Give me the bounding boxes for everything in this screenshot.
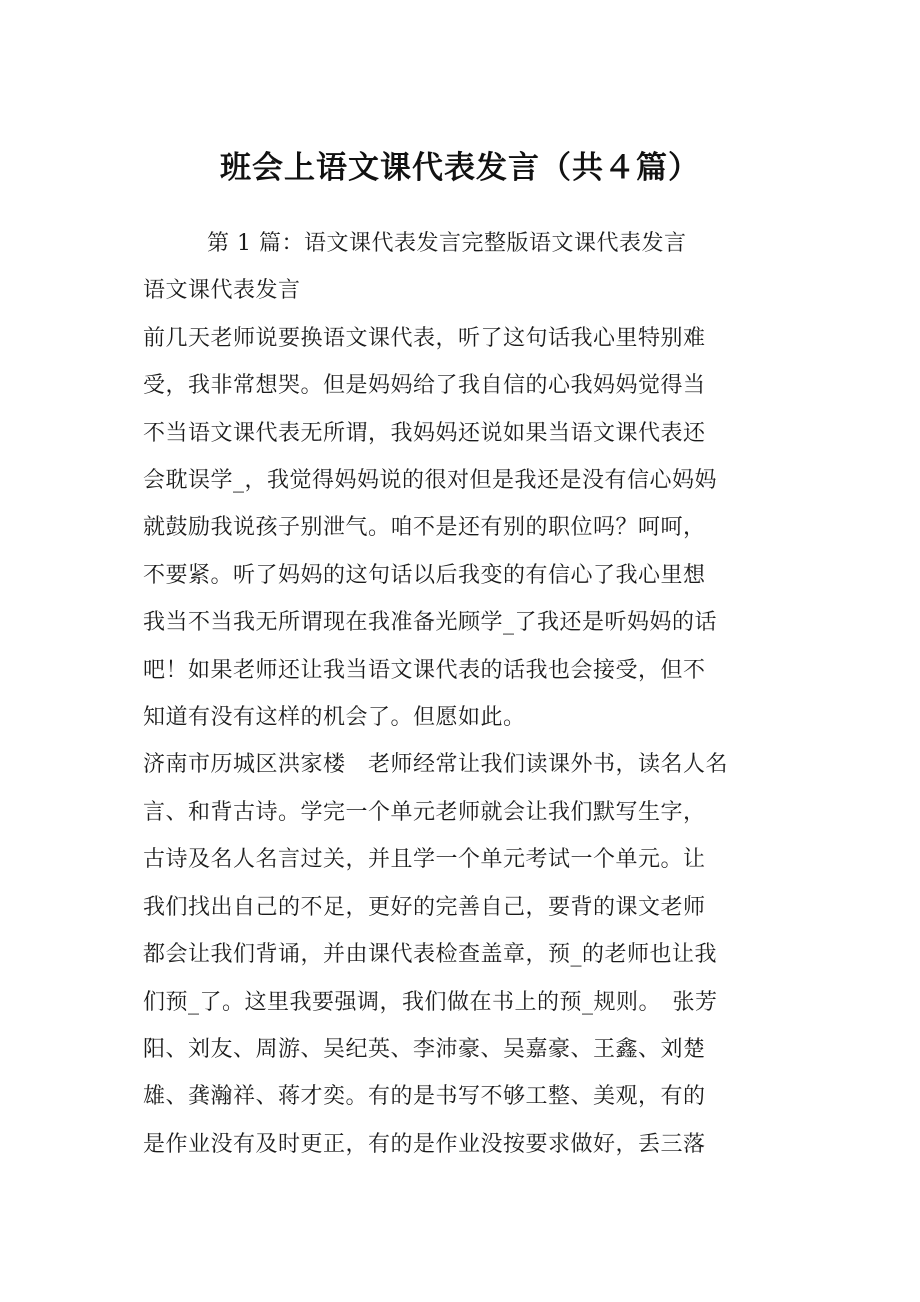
paragraph-line: 前几天老师说要换语文课代表，听了这句话我心里特别难 [143,325,706,351]
paragraph-line: 济南市历城区洪家楼 老师经常让我们读课外书，读名人名 [143,752,729,778]
document-body [143,220,793,1168]
paragraph-line: 不当语文课代表无所谓，我妈妈还说如果当语文课代表还 [143,420,706,446]
paragraph-line: 雄、龚瀚祥、蒋才奕。有的是书写不够工整、美观，有的 [143,1084,706,1110]
chapter-heading: 第 1 篇：语文课代表发言完整版语文课代表发言 [207,231,687,256]
section-subtitle: 语文课代表发言 [143,278,301,304]
paragraph-line: 受，我非常想哭。但是妈妈给了我自信的心我妈妈觉得当 [143,373,706,399]
paragraph-line: 我当不当我无所谓现在我准备光顾学_了我还是听妈妈的话 [143,610,718,636]
paragraph-line: 是作业没有及时更正，有的是作业没按要求做好，丢三落 [143,1131,706,1157]
paragraph-line: 言、和背古诗。学完一个单元老师就会让我们默写生字， [143,799,706,825]
paragraph-line: 吧！如果老师还让我当语文课代表的话我也会接受，但不 [143,657,706,683]
paragraph-line: 就鼓励我说孩子别泄气。咱不是还有别的职位吗？呵呵， [143,515,706,541]
paragraph-line: 知道有没有这样的机会了。但愿如此。 [143,705,526,731]
paragraph-line: 不要紧。听了妈妈的这句话以后我变的有信心了我心里想 [143,562,706,588]
paragraph-line: 古诗及名人名言过关，并且学一个单元考试一个单元。让 [143,847,706,873]
paragraph-line: 们预_了。这里我要强调，我们做在书上的预_规则。 张芳 [143,989,718,1015]
paragraph-line: 阳、刘友、周游、吴纪英、李沛豪、吴嘉豪、王鑫、刘楚 [143,1036,706,1062]
paragraph-line: 会耽误学_，我觉得妈妈说的很对但是我还是没有信心妈妈 [143,468,718,494]
document-title: 班会上语文课代表发言（共４篇） [220,150,700,186]
paragraph-line: 都会让我们背诵，并由课代表检查盖章，预_的老师也让我 [143,942,718,968]
paragraph-line: 我们找出自己的不足，更好的完善自己，要背的课文老师 [143,894,706,920]
